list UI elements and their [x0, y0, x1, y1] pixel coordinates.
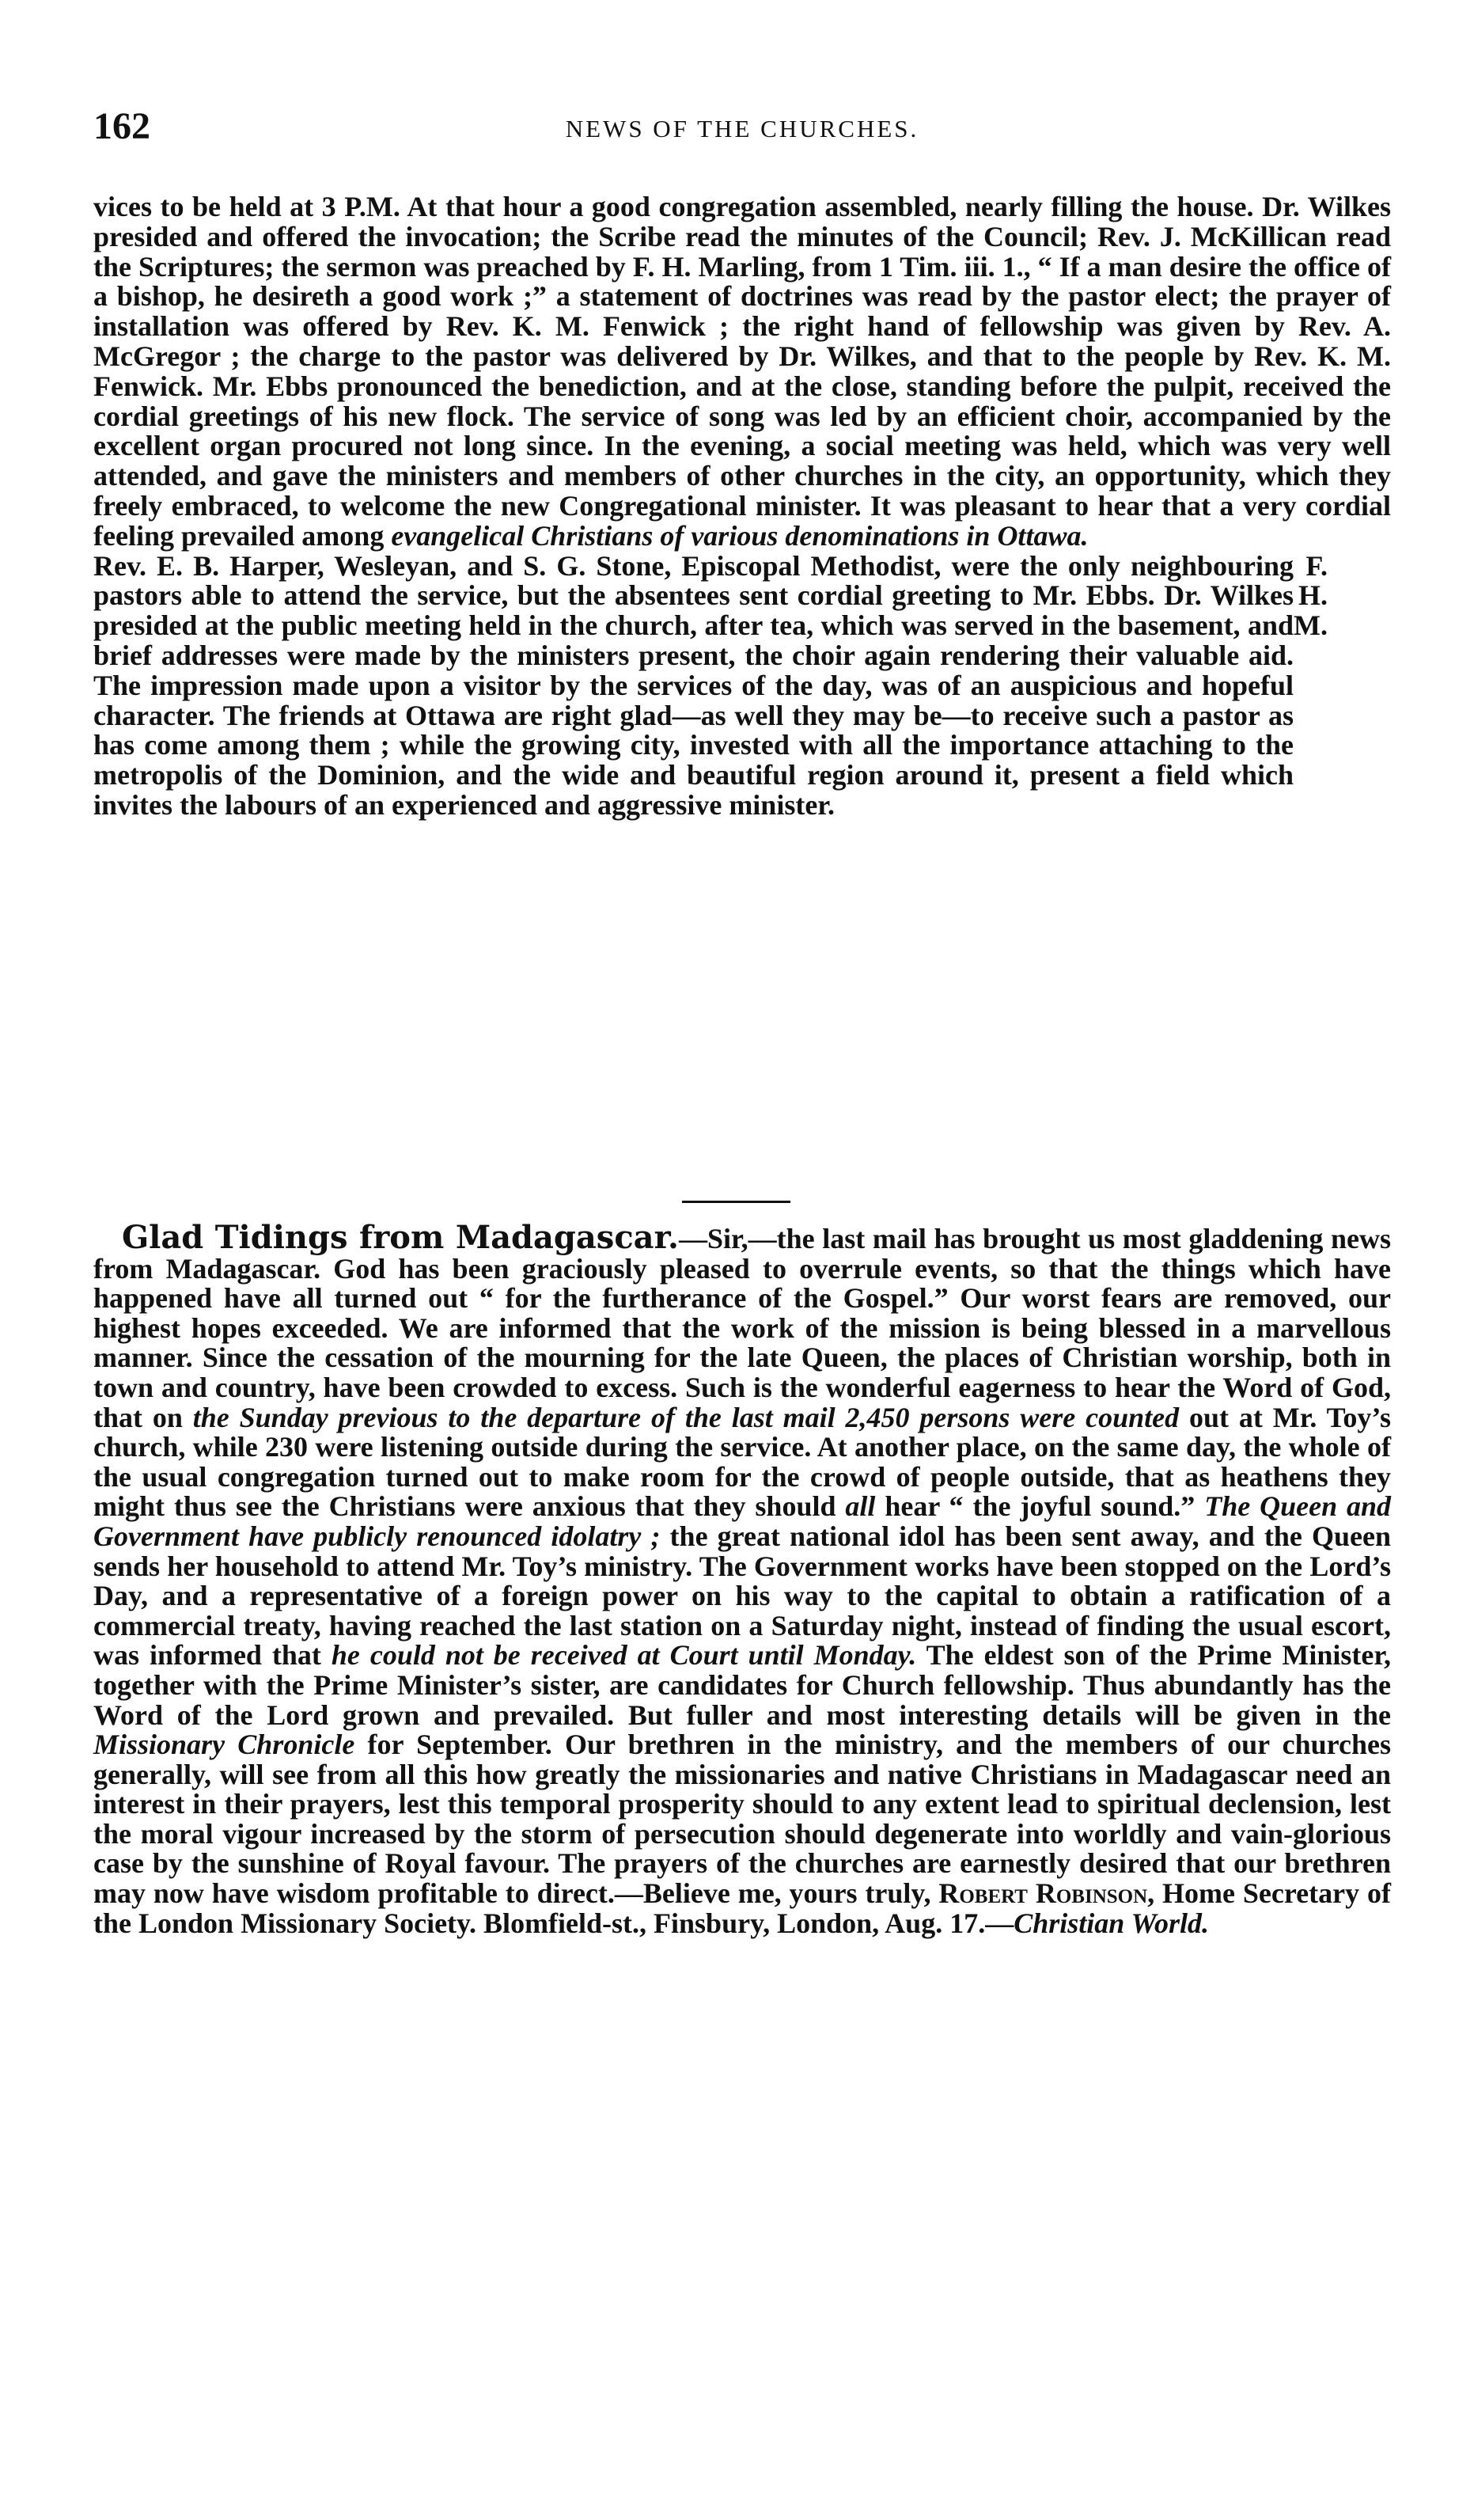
article-text: out at Mr. Toy’s church, while 230 were listening outside during the service. At another place, on the same day, the whole of the usual congregation turned out to make room for the crowd of people outside, that as heathens they might thus see the Christians were anxious that they should: [93, 1401, 1391, 1523]
article-text: , Home Secretary of the London Missionary Society. Blomfield-st., Finsbury, London, Aug. 17.—: [93, 1877, 1391, 1939]
running-head: [93, 103, 1391, 158]
article-italic-text: he could not be received at Court until Monday.: [331, 1639, 917, 1672]
article-text: hear “ the joyful sound.”: [875, 1490, 1205, 1523]
article-text: Rev. E. B. Harper, Wesleyan, and S. G. Stone, Episcopal Methodist, were the only neighbouring pastors able to attend the service, but the absentees sent cordial greeting to Mr. Ebbs. Dr. Wilkes presided at the public meeting held in the church, after tea, which was served in the basement, and brief addresses were made by the ministers present, the choir again rendering their valuable aid. The impression made upon a visitor by the services of the day, was of an auspicious and hopeful character. The friends at Ottawa are right glad—as well they may be—to receive such a pastor as has come among them ; while the growing city, invested with all the importance attaching to the metropolis of the Dominion, and the wide and beautiful region around it, present a field which invites the labours of an experienced and aggressive minister.: [93, 549, 1294, 821]
article-text: the great national idol has been sent away, and the Queen sends her household to attend Mr. Toy’s ministry. The Government works have been stopped on the Lord’s Day, and a representative of a foreign power on his way to the capital to obtain a ratification of a commercial treaty, having reached the last station on a Saturday night, instead of finding the usual escort, was informed that: [93, 1520, 1391, 1672]
running-title: NEWS OF THE CHURCHES.: [565, 115, 919, 142]
article-headline: Glad Tidings from Madagascar.: [122, 1219, 679, 1256]
article-italic-text: evangelical Christians of various denominations in Ottawa.: [391, 519, 1089, 552]
source-credit: Christian World.: [1014, 1907, 1209, 1939]
article-italic-text: The Queen and Government have publicly renounced idolatry ;: [93, 1490, 1392, 1552]
publication-title: Missionary Chronicle: [93, 1729, 355, 1761]
article-text: for September. Our brethren in the ministry, and the members of our churches generally, will see from all this how greatly the missionaries and native Christians in Madagascar need an interest in their prayers, lest this temporal prosperity should to any extent lead to spiritual declension, lest the moral vigour increased by the storm of persecution should degenerate into worldly and vain-glorious case by the sunshine of Royal favour. The prayers of the churches are earnestly desired that our brethren may now have wisdom profitable to direct.—Believe me, yours truly,: [93, 1729, 1391, 1910]
author-name: Robert Robinson: [938, 1877, 1148, 1910]
article-ottawa-installation: [93, 192, 1391, 821]
article-italic-text: the Sunday previous to the departure of the last mail 2,450 persons were counted: [192, 1401, 1180, 1433]
article-italic-text: all: [845, 1490, 876, 1523]
section-divider: [682, 1201, 790, 1203]
article-text: The eldest son of the Prime Minister, together with the Prime Minister’s sister, are candidates for Church fellowship. Thus abundantly has the Word of the Lord grown and prevailed. But fuller and most interesting details will be given in the: [93, 1639, 1391, 1731]
signature: F. H. M.: [1294, 549, 1328, 642]
page-number: 162: [93, 105, 150, 147]
article-text: vices to be held at 3 P.M. At that hour a good congregation assembled, nearly filling the house. Dr. Wilkes presided and offered the invocation; the Scribe read the minutes of the Council; Rev. J. McKillican read the Scriptures; the sermon was preached by F. H. Marling, from 1 Tim. iii. 1., “ If a man desire the office of a bishop, he desireth a good work ;” a statement of doctrines was read by the pastor elect; the prayer of installation was offered by Rev. K. M. Fenwick ; the right hand of fellowship was given by Rev. A. McGregor ; the charge to the pastor was delivered by Dr. Wilkes, and that to the people by Rev. K. M. Fenwick. Mr. Ebbs pronounced the benediction, and at the close, standing before the pulpit, received the cordial greetings of his new flock. The service of song was led by an efficient choir, accompanied by the excellent organ procured not long since. In the evening, a social meeting was held, which was very well attended, and gave the ministers and members of other churches in the city, an opportunity, which they freely embraced, to welcome the new Congregational minister. It was pleasant to hear that a very cordial feeling prevailed among: [93, 191, 1391, 552]
article-text: —Sir,—the last mail has brought us most gladdening news from Madagascar. God has been graciously pleased to overrule events, so that the things which have happened have all turned out “ for the furtherance of the Gospel.” Our worst fears are removed, our highest hopes exceeded. We are informed that the work of the mission is being blessed in a marvellous manner. Since the cessation of the mourning for the late Queen, the places of Christian worship, both in town and country, have been crowded to excess. Such is the wonderful eagerness to hear the Word of God, that on: [93, 1223, 1392, 1433]
closing-line: [93, 549, 1391, 821]
article-madagascar: [93, 1219, 1392, 1939]
